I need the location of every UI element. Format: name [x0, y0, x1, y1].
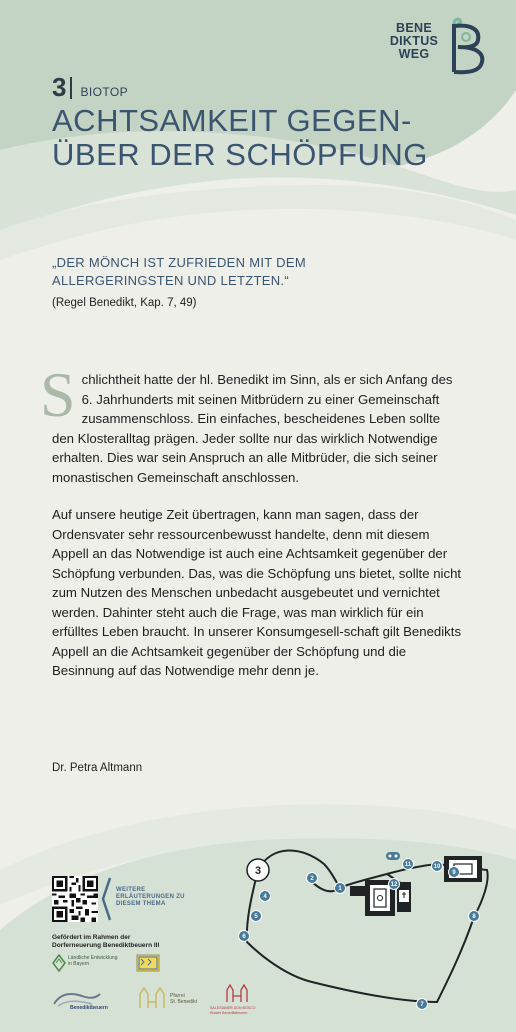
funding-note: [52, 934, 159, 950]
logo-b-icon: [442, 16, 488, 76]
ale-line-2: in Bayern: [68, 960, 90, 967]
parking-sign-icon: [386, 852, 400, 860]
author-name: Dr. Petra Altmann: [52, 762, 143, 774]
station-header: [52, 72, 128, 103]
qr-caption: WEITERE ERLÄUTERUNGEN ZU DIESEM THEMA: [116, 887, 185, 907]
benediktusweg-logo: [378, 16, 496, 80]
logo-line-3: WEG: [398, 47, 430, 61]
station-label-11: 11: [404, 862, 412, 869]
pfarrei-line-2: St. Benedikt: [170, 998, 197, 1005]
paragraph-1: [40, 359, 462, 487]
rule-quote: „DER MÖNCH IST ZUFRIEDEN MIT DEM ALLERGERINGSTEN UND LETZTEN.“: [52, 255, 306, 288]
station-label-12: 12: [390, 882, 398, 889]
logo-line-2: DIKTUS: [389, 34, 439, 48]
drop-cap: S: [40, 359, 76, 430]
station-label-7: 7: [420, 1002, 424, 1009]
salesianer-line-2: Kloster Benediktbeuern: [210, 1010, 248, 1015]
station-label-6: 6: [242, 934, 246, 941]
current-station-label: 3: [254, 865, 262, 877]
sponsor-logos: [52, 952, 256, 1022]
paragraph-1-text: chlichtheit hatte der hl. Benedikt im Sinn, als er sich Anfang des 6. Jahrhunderts mit seinen Mitbrüdern zu einer Gemeinschaft zusammenschloss. Ein einfaches, bescheidenes Leben sollte den Klosteralltag prägen. Jeder sollte nur das wirklich Notwendige erhalten. Dies war sein Anspruch an alle Mitbrüder, die sich seiner monastischen Gemeinschaft anschlossen.: [52, 372, 453, 485]
station-label-9: 9: [452, 870, 456, 877]
title-line-2: ÜBER DER SCHÖPFUNG: [52, 137, 428, 172]
current-station-marker[interactable]: [247, 859, 269, 881]
station-label-8: 8: [472, 914, 476, 921]
station-label-5: 5: [254, 914, 258, 921]
pfarrei-line-1: Pfarrei: [170, 993, 185, 999]
salesianer-line-1: SALESIANER DON BOSCO: [210, 1006, 256, 1010]
qr-arrow-icon: [100, 876, 112, 922]
divider-bar: [70, 77, 72, 99]
station-number: 3: [52, 72, 67, 102]
page-title: [52, 104, 472, 172]
ale-logo-icon: [52, 954, 66, 972]
benediktbeuern-label: Benediktbeuern: [70, 1005, 108, 1011]
body-text: [40, 359, 462, 699]
station-label-4: 4: [263, 894, 267, 901]
funding-line-2: Dorferneuerung Benediktbeuern III: [52, 942, 160, 949]
funding-line-1: Gefördert im Rahmen der: [52, 934, 131, 941]
ale-line-1: Ländliche Entwicklung: [68, 955, 118, 961]
paragraph-2: Auf unsere heutige Zeit übertragen, kann man sagen, dass der Ordensvater sehr ressourcenbewusst handelte, denn mit diesem Appell an das Notwendige ist auch eine Achtsamkeit gegenüber der Schöpfung verbunden. Das, was die Schöpfung uns bietet, sollte nicht zum Nutzen des Menschen unbedacht ausgebeutet und vernichtet werden. Dahinter steht auch die Frage, was man wirklich für ein erfülltes Leben braucht. In unserer Konsumgesell-schaft gilt Benedikts Appell an die Achtsamkeit gegenüber der Schöpfung und die Besinnung auf das Notwendige mehr denn je.: [52, 507, 462, 678]
title-line-1: ACHTSAMKEIT GEGEN-: [52, 103, 412, 138]
station-label-10: 10: [433, 864, 441, 871]
pfarrei-church-icon: [134, 984, 170, 1010]
bavaria-crest-icon: [136, 954, 160, 972]
station-label-2: 2: [310, 876, 314, 883]
monastery-building-icon: [350, 880, 411, 916]
quote-source: (Regel Benedikt, Kap. 7, 49): [52, 297, 197, 309]
station-label-1: 1: [338, 886, 342, 893]
qr-code[interactable]: [52, 876, 98, 922]
station-kicker: BIOTOP: [80, 85, 128, 99]
route-map[interactable]: [232, 842, 502, 1022]
logo-line-1: BENE: [396, 21, 432, 35]
